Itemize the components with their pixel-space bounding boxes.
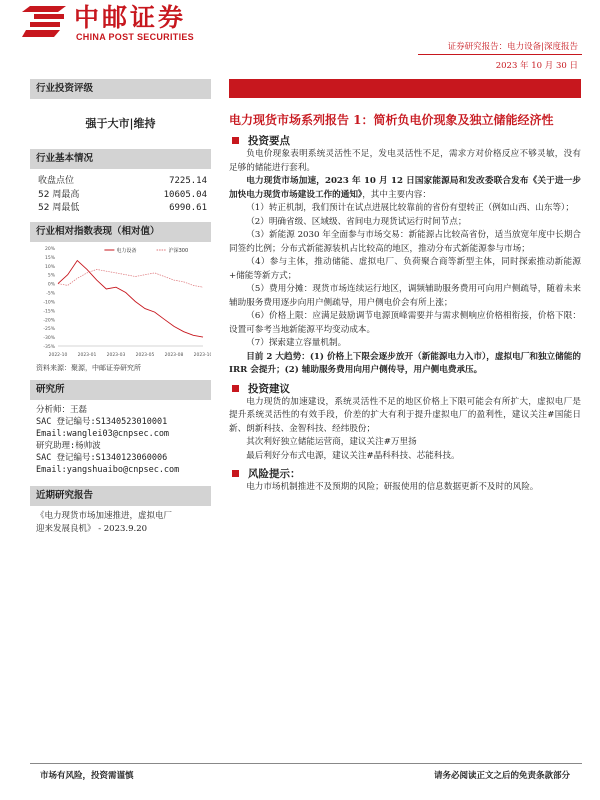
metric-label: 52 周最高 [38,189,80,200]
section-bullet-icon [232,137,239,144]
analyst-line: 分析师：王磊 [36,404,88,415]
relative-index-chart [30,242,211,360]
relative-index-chart-svg [30,242,211,360]
analyst-email[interactable]: Email:wanglei03@cnpsec.com [36,428,170,439]
metric-row [38,189,207,203]
report-header [0,0,600,80]
researcher-heading: 研究所 [30,380,211,400]
y-tick-label: 0% [47,282,55,288]
chart-heading: 行业相对指数表现（相对值） [30,222,211,242]
y-tick-label: -10% [43,299,55,305]
section-investment-points [229,133,581,148]
analyst-line: SAC 登记编号:S1340523010001 [36,416,168,427]
section-investment-advice [229,381,581,396]
list-item: （2）明确省级、区域级、省间电力现货试运行时间节点； [246,216,467,227]
section-label: 投资建议 [248,382,290,395]
x-tick-label: 2023-05 [135,352,155,358]
list-item: （4）参与主体，推动储能、虚拟电厂、负荷聚合商等新型主体，同时探索推动新能源+储能等新方式； [229,257,581,281]
list-item: （7）探索建立容量机制。 [246,338,347,348]
recent-report-line: 《电力现货市场加速推进，虚拟电厂 [36,510,173,521]
legend-label: 电力设备 [116,247,137,254]
chart-source: 资料来源：聚源，中邮证券研究所 [36,363,141,372]
metric-row [38,175,207,189]
report-date: 2023 年 10 月 30 日 [495,61,578,71]
section-risk [229,466,581,481]
recent-report[interactable] [30,506,211,540]
x-tick-label: 2023-01 [77,352,97,358]
paragraph [229,175,581,202]
list-item: （3）新能源 2030 年全面参与市场交易：新能源占比较高省份，适当放宽年度中长期合同签约比例；分布式新能源装机占比较高的地区，推动分布式新能源参与市场； [229,230,581,254]
y-tick-label: 20% [44,246,55,252]
y-tick-label: -5% [46,291,55,297]
y-tick-label: -20% [43,317,55,323]
report-type: 证券研究报告：电力设备|深度报告 [447,42,578,52]
paragraph: 其次利好独立储能运营商，建议关注#万里扬 [246,437,417,447]
list-item: （6）价格上限：应满足鼓励调节电源顶峰需要并与需求侧响应价格相衔接，价格下限：设置可参考当地新能源平均变动成本。 [229,311,581,335]
x-tick-label: 2023-10 [193,352,211,358]
legend-label: 沪深300 [168,247,189,254]
title-bar [229,79,581,98]
footer-notice: 请务必阅读正文之后的免责条款部分 [433,771,570,781]
recent-report-line: 迎来发展良机》 - 2023.9.20 [36,523,148,534]
metric-value: 7225.14 [169,176,207,186]
list-item: （1）转正机制，我们预计在试点进展比较靠前的省份有望转正（例如山西、山东等）； [246,203,574,213]
china-post-logo-icon [20,4,68,40]
brand-name-cn: 中邮证券 [74,3,187,32]
paragraph: 最后利好分布式电源，建议关注#晶科科技、芯能科技。 [246,450,460,461]
trend-summary: 目前 2 大趋势：(1) 价格上下限会逐步放开（新能源电力入市），虚拟电厂和独立储能的 IRR 会提升；(2) 辅助服务费用向用户侧传导，用户侧电费承压。 [229,351,581,375]
basics-heading: 行业基本情况 [30,149,211,169]
x-tick-label: 2023-03 [106,352,126,358]
section-label: 投资要点 [248,135,290,147]
y-tick-label: 10% [44,264,55,270]
metric-label: 52 周最低 [38,203,80,213]
footer-disclaimer: 市场有风险，投资需谨慎 [40,771,134,781]
metric-value: 6990.61 [169,203,207,213]
section-bullet-icon [232,470,239,477]
footer-divider [30,763,582,764]
metric-value: 10605.04 [163,189,207,200]
metric-label: 收盘点位 [38,176,75,186]
recent-heading: 近期研究报告 [30,486,211,506]
y-tick-label: 15% [44,255,55,261]
section-label: 风险提示： [248,468,301,480]
analyst-info [30,400,211,480]
paragraph: 负电价现象表明系统灵活性不足，发电灵活性不足，需求方对价格反应不够灵敏，没有足够的储能进行套利。 [229,149,581,173]
analyst-line: 研究助理:杨帅波 [36,440,101,451]
sidebar [30,79,211,540]
y-tick-label: -25% [43,326,55,332]
y-tick-label: -35% [43,344,55,350]
analyst-line: SAC 登记编号:S1340123060006 [36,452,168,463]
x-tick-label: 2023-08 [164,352,184,358]
metrics-list [30,169,211,222]
series-line-csi300 [58,269,203,287]
header-divider [418,54,582,55]
report-title: 电力现货市场系列报告 1：简析负电价现象及独立储能经济性 [229,113,554,127]
paragraph: 电力市场机制推进不及预期的风险；研报使用的信息数据更新不及时的风险。 [246,482,539,492]
investment-advice-body [229,396,581,464]
risk-body [229,481,581,495]
investment-points-body [229,148,581,378]
series-line-power-equipment [58,260,203,337]
list-item: （5）费用分摊：现货市场连续运行地区，调频辅助服务费用可向用户侧疏导，随着未来辅助服务费用逐步向用户侧疏导，用户侧电价会有所上涨； [229,284,581,308]
paragraph: 电力现货的加速建设，系统灵活性不足的地区价格上下限可能会有所扩大，虚拟电厂是提升系统灵活性的有效手段，价差的扩大有利于提升虚拟电厂的盈利性，建议关注#国能日新、朗新科技、金智科技、经纬股份； [229,396,581,434]
paragraph-bold: 电力现货市场加速，2023 年 10 月 12 日国家能源局和发改委联合发布《关于进一步加快电力现货市场建设工作的通知》 [229,176,581,200]
analyst-email[interactable]: Email:yangshuaibo@cnpsec.com [36,464,180,475]
x-tick-label: 2022-10 [48,352,68,358]
y-tick-label: -15% [43,308,55,314]
rating-heading: 行业投资评级 [30,79,211,99]
industry-rating: 强于大市|维持 [85,117,156,130]
y-tick-label: -30% [43,335,55,341]
paragraph-rest: ，其中主要内容： [362,189,431,200]
section-bullet-icon [232,385,239,392]
metric-row [38,202,207,216]
y-tick-label: 5% [47,273,55,279]
brand-name-en: CHINA POST SECURITIES [76,32,194,42]
main-content [229,79,581,495]
